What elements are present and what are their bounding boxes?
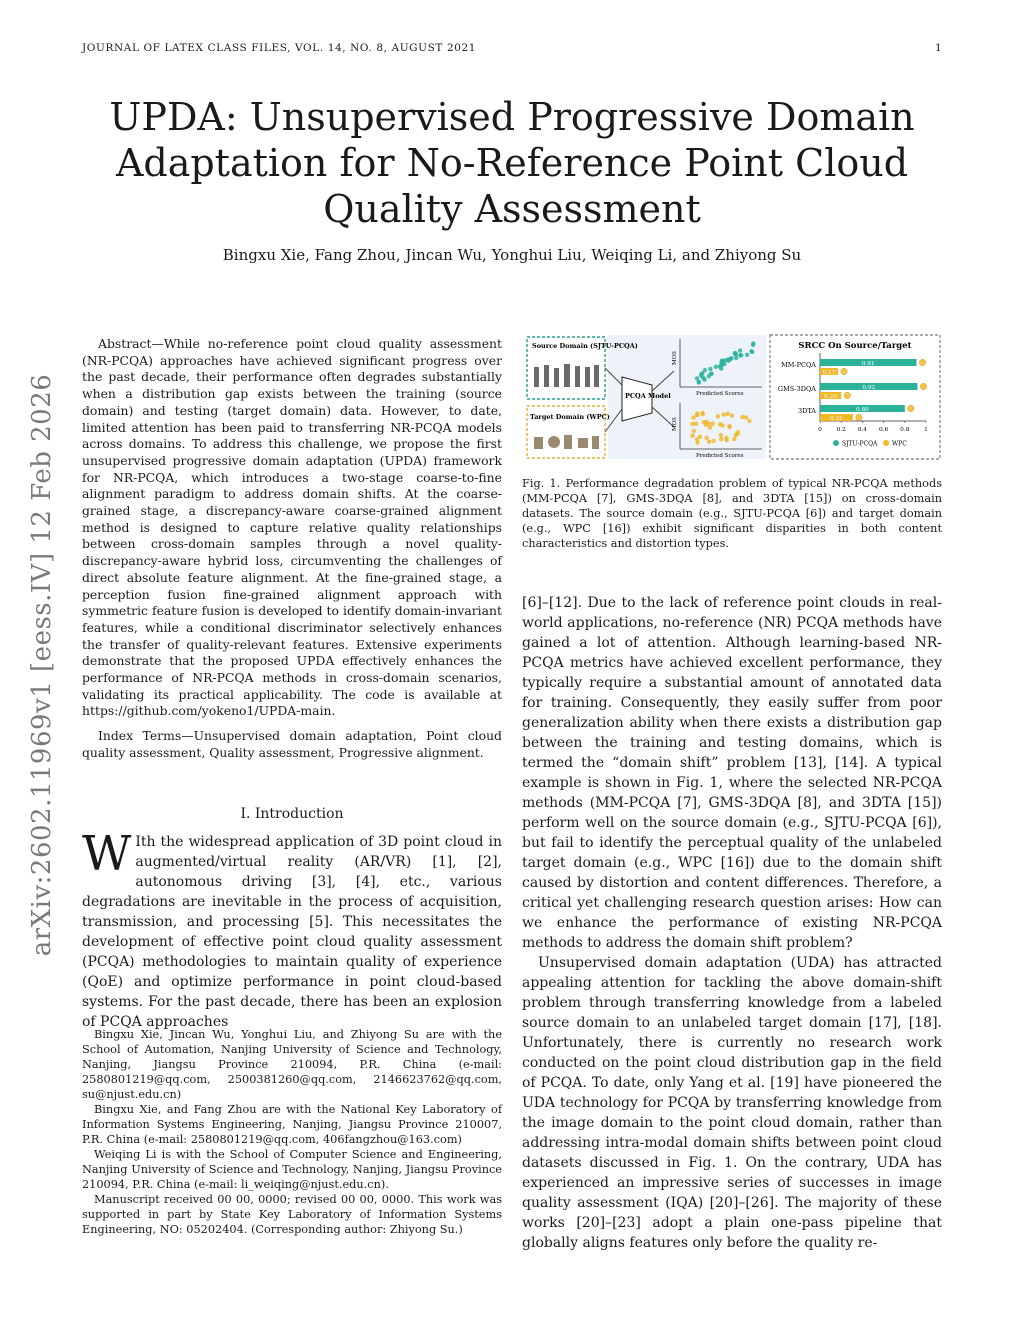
- scatter-point: [719, 366, 723, 370]
- running-header: JOURNAL OF LATEX CLASS FILES, VOL. 14, NO. 8, AUGUST 2021: [82, 42, 477, 54]
- face-icon: [841, 368, 847, 374]
- scatter-point: [751, 343, 755, 347]
- scatter-point: [729, 356, 733, 360]
- scatter-point: [719, 433, 723, 437]
- predicted-scores-label: Predicted Scores: [696, 453, 744, 459]
- scatter-point: [707, 422, 711, 426]
- bar-value-label: 0.80: [855, 406, 869, 413]
- legend-label: WPC: [892, 440, 907, 448]
- x-tick-label: 0.4: [857, 427, 868, 433]
- scatter-point: [695, 437, 699, 441]
- bar-value-label: 0.91: [861, 360, 875, 367]
- scatter-point: [740, 415, 744, 419]
- figure-caption: Fig. 1. Performance degradation problem of typical NR-PCQA methods (MM-PCQA [7], GMS-3DQA [8], and 3DTA [15]) on cross-domain datasets. The source domain (e.g., SJTU-PCQA [6]) and target domain (e.g., WPC [16]) exhibit significant disparities in both content characteristics and distortion types.: [522, 477, 942, 550]
- index-terms: Index Terms—Unsupervised domain adaptation, Point cloud quality assessment, Quality assessment, Progressive alignment.: [82, 728, 502, 760]
- scatter-point: [694, 422, 698, 426]
- face-icon: [856, 414, 862, 420]
- figure-1: [524, 333, 942, 461]
- bar-value-label: 0.92: [862, 384, 876, 391]
- x-tick-label: 0.6: [878, 427, 889, 433]
- scatter-point: [695, 413, 699, 417]
- footnote: Bingxu Xie, and Fang Zhou are with the National Key Laboratory of Information Systems Engineering, Nanjing, Jiangsu Province 210007, P.R. China (e-mail: 2580801219@qq.com, 406fangzhou@163.com): [82, 1103, 502, 1146]
- scatter-point: [709, 372, 713, 376]
- author-list: Bingxu Xie, Fang Zhou, Jincan Wu, Yonghui Liu, Weiqing Li, and Zhiyong Su: [222, 246, 802, 264]
- section-heading: I. Introduction: [240, 806, 344, 822]
- abstract: Abstract—While no-reference point cloud quality assessment (NR-PCQA) approaches have achieved significant progress over the past decade, their performance often degrades substantially when a distribution gap exists between the training (source domain) and testing (target domain) data. However, to date, limited attention has been paid to transferring NR-PCQA models across domains. To address this challenge, we propose the first unsupervised progressive domain adaptation (UPDA) framework for NR-PCQA, which introduces a two-stage coarse-to-fine alignment paradigm to address domain shifts. At the coarse-grained stage, a discrepancy-aware coarse-grained alignment method is designed to capture relative quality relationships between cross-domain samples through a novel quality-discrepancy-aware hybrid loss, circumventing the challenges of direct absolute feature alignment. At the fine-grained stage, a perception fusion fine-grained alignment approach with symmetric feature fusion is developed to identify domain-invariant features, while a conditional discriminator selectively enhances the transfer of quality-relevant features. Extensive experiments demonstrate that the proposed UPDA effectively enhances the performance of NR-PCQA methods in cross-domain scenarios, validating its practical applicability. The code is available at https://github.com/yokeno1/UPDA-main.: [82, 336, 502, 719]
- intro-text: Ith the widespread application of 3D point cloud in augmented/virtual reality (AR/VR) [1], [2], autonomous driving [3], [4], etc., various degradations are inevitable in the process of acquisition, transmission, and processing [5]. This necessitates the development of effective point cloud quality assessment (PCQA) methodologies to maintain quality of experience (QoE) and optimize performance in point cloud-based systems. For the past decade, there has been an explosion of PCQA approaches: [82, 834, 502, 1030]
- scatter-point: [719, 437, 723, 441]
- mos-axis-label: MOS: [672, 417, 678, 431]
- legend-swatch: [833, 440, 839, 446]
- scatter-point: [730, 413, 734, 417]
- scatter-point: [745, 353, 749, 357]
- scatter-point: [749, 349, 753, 353]
- scatter-point: [691, 415, 695, 419]
- face-icon: [844, 392, 850, 398]
- x-tick-label: 0: [818, 427, 822, 433]
- scatter-point: [747, 419, 751, 423]
- scatter-point: [725, 412, 729, 416]
- scatter-point: [720, 362, 724, 366]
- scatter-point: [695, 376, 699, 380]
- bar-value-label: 0.20: [824, 393, 838, 400]
- footnotes: [82, 1027, 502, 1237]
- legend-swatch: [883, 440, 889, 446]
- target-domain-label: Target Domain (WPC): [530, 413, 610, 421]
- drop-cap: W: [82, 826, 132, 882]
- model-label: PCQA Model: [625, 392, 671, 400]
- arxiv-stamp: [14, 360, 70, 970]
- scatter-point: [711, 439, 715, 443]
- arxiv-id: arXiv:2602.11969v1 [eess.IV] 12 Feb 2026: [27, 373, 57, 957]
- scatter-point: [738, 348, 742, 352]
- face-icon: [919, 359, 925, 365]
- scatter-point: [718, 422, 722, 426]
- target-objects-icon: [534, 435, 599, 449]
- scatter-point: [734, 356, 738, 360]
- source-figures-icon: [534, 364, 599, 387]
- scatter-point: [721, 412, 725, 416]
- face-icon: [920, 383, 926, 389]
- scatter-point: [724, 438, 728, 442]
- scatter-point: [714, 365, 718, 369]
- face-icon: [908, 405, 914, 411]
- category-label: GMS-3DQA: [777, 385, 816, 393]
- scatter-point: [738, 353, 742, 357]
- scatter-point: [708, 367, 712, 371]
- scatter-point: [700, 371, 704, 375]
- scatter-point: [701, 376, 705, 380]
- x-tick-label: 0.2: [836, 427, 846, 433]
- body-paragraph: Unsupervised domain adaptation (UDA) has attracted appealing attention for tackling the above domain-shift problem through transferring knowledge from a labeled source domain to an unlabeled target domain [17], [18]. Unfortunately, there is currently no research work conducted on the point cloud distribution gap in the field of PCQA. To date, only Yang et al. [19] have pioneered the UDA technology for PCQA by transferring knowledge from the image domain to the point cloud domain, rather than addressing intra-modal domain shifts between point cloud datasets discussed in Fig. 1. On the contrary, UDA has experienced an impressive series of successes in image quality assessment (IQA) [20]–[26]. The majority of these works [20]–[23] adopt a plain one-pass pipeline that globally aligns features only before the quality re-: [522, 955, 942, 1251]
- bar-value-label: 0.17: [822, 369, 836, 376]
- footnote: Manuscript received 00 00, 0000; revised 00 00, 0000. This work was supported in part by State Key Laboratory of Information Systems Engineering, NO: 05202404. (Corresponding author: Zhiyong Su.): [82, 1193, 502, 1236]
- scatter-point: [690, 434, 694, 438]
- scatter-point: [732, 437, 736, 441]
- scatter-point: [708, 425, 712, 429]
- x-tick-label: 0.8: [900, 427, 910, 433]
- scatter-point: [716, 414, 720, 418]
- source-domain-label: Source Domain (SJTU-PCQA): [532, 342, 638, 350]
- predicted-scores-label: Predicted Scores: [696, 391, 744, 397]
- body-paragraph: [6]–[12]. Due to the lack of reference point clouds in real-world applications, no-reference (NR) PCQA methods have gained a lot of attention. Although learning-based NR-PCQA metrics have achieved excellent performance, they typically require a substantial amount of annotated data for training. Consequently, they easily suffer from poor generalization ability when there exists a distribution gap between the training and testing domains, which is termed the “domain shift” problem [13], [14]. A typical example is shown in Fig. 1, where the selected NR-PCQA methods (MM-PCQA [7], GMS-3DQA [8], and 3DTA [15]) perform well on the source domain (e.g., SJTU-PCQA [6]), but fail to identify the perceptual quality of the unlabeled target domain (e.g., WPC [16]) due to the domain shift caused by distortion and content differences. Therefore, a critical yet challenging research question arises: How can we enhance the performance of existing NR-PCQA methods to address the domain shift problem?: [522, 595, 942, 951]
- scatter-point: [727, 425, 731, 429]
- category-label: 3DTA: [797, 407, 816, 415]
- x-tick-label: 1: [924, 427, 928, 433]
- scatter-point: [697, 380, 701, 384]
- footnote: Bingxu Xie, Jincan Wu, Yonghui Liu, and Zhiyong Su are with the School of Automation, Nanjing University of Science and Technology, Nanjing, Jiangsu Province 210094, P.R. China (e-mail: 2580801219@qq.com, 2500381260@qq.com, 2146623762@qq.com, su@njust.edu.cn): [82, 1028, 502, 1101]
- mos-axis-label: MOS: [672, 351, 678, 365]
- paper-title: UPDA: Unsupervised Progressive Domain Adaptation for No-Reference Point Cloud Quality Assessment: [109, 95, 915, 231]
- scatter-point: [692, 429, 696, 433]
- scatter-point: [707, 440, 711, 444]
- legend-label: SJTU-PCQA: [842, 440, 878, 448]
- footnote: Weiqing Li is with the School of Computer Science and Engineering, Nanjing University of Science and Technology, Nanjing, Jiangsu Province 210094, P.R. China (e-mail: li_weiqing@njust.edu.cn).: [82, 1148, 502, 1191]
- category-label: MM-PCQA: [781, 361, 816, 369]
- page-number: 1: [935, 42, 942, 54]
- bar-value-label: 0.31: [829, 415, 843, 422]
- scatter-point: [736, 430, 740, 434]
- bar-chart-title: SRCC On Source/Target: [798, 341, 912, 351]
- scatter-point: [700, 411, 704, 415]
- intro-paragraph: [82, 826, 502, 1032]
- scatter-point: [705, 436, 709, 440]
- right-column-body: [522, 593, 942, 1253]
- scatter-point: [702, 420, 706, 424]
